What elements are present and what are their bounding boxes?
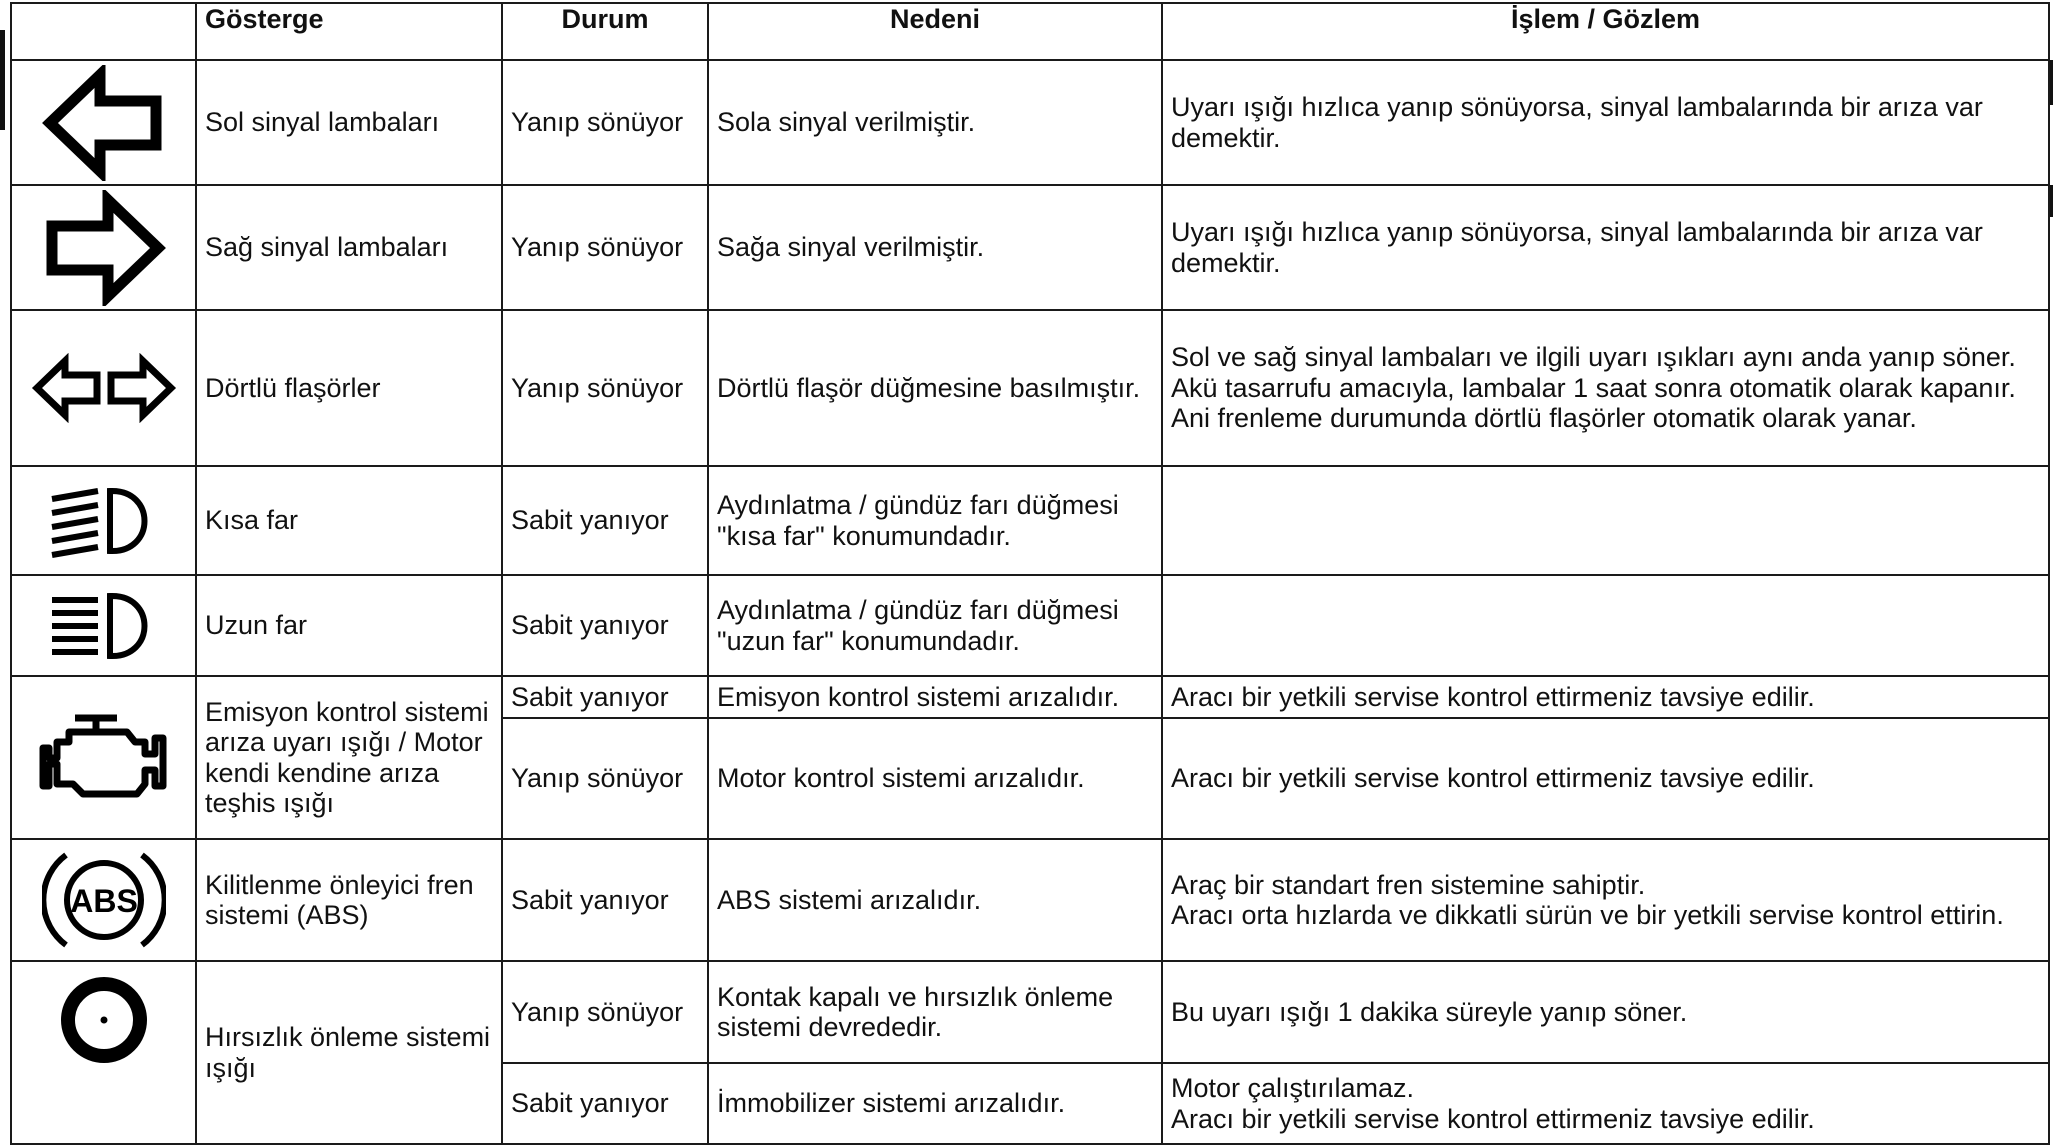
table-row bbox=[11, 185, 2049, 310]
icon-cell bbox=[11, 466, 196, 575]
gosterge-cell: Kısa far bbox=[196, 466, 502, 575]
table-row bbox=[11, 466, 2049, 575]
header-gosterge: Gösterge bbox=[196, 3, 502, 60]
icon-cell bbox=[11, 185, 196, 310]
gosterge-cell: Kilitlenme önleyici fren sistemi (ABS) bbox=[196, 839, 502, 961]
gosterge-cell: Sağ sinyal lambaları bbox=[196, 185, 502, 310]
islem-cell: Uyarı ışığı hızlıca yanıp sönüyorsa, sinyal lambalarında bir arıza var demektir. bbox=[1162, 185, 2049, 310]
gosterge-cell: Uzun far bbox=[196, 575, 502, 676]
nedeni-cell: Dörtlü flaşör düğmesine basılmıştır. bbox=[708, 310, 1162, 466]
header-durum: Durum bbox=[502, 3, 708, 60]
icon-cell bbox=[11, 839, 196, 961]
islem-cell: Aracı bir yetkili servise kontrol ettirmeniz tavsiye edilir. bbox=[1162, 676, 2049, 718]
nedeni-cell: ABS sistemi arızalıdır. bbox=[708, 839, 1162, 961]
durum-cell: Sabit yanıyor bbox=[502, 1063, 708, 1144]
nedeni-cell: Sağa sinyal verilmiştir. bbox=[708, 185, 1162, 310]
table-row bbox=[11, 961, 2049, 1063]
durum-cell: Sabit yanıyor bbox=[502, 676, 708, 718]
durum-cell: Yanıp sönüyor bbox=[502, 185, 708, 310]
islem-cell: Uyarı ışığı hızlıca yanıp sönüyorsa, sinyal lambalarında bir arıza var demektir. bbox=[1162, 60, 2049, 185]
islem-cell: Bu uyarı ışığı 1 dakika süreyle yanıp söner. bbox=[1162, 961, 2049, 1063]
islem-cell: Sol ve sağ sinyal lambaları ve ilgili uyarı ışıkları aynı anda yanıp söner. Akü tasarrufu amacıyla, lambalar 1 saat sonra otomatik olarak kapanır. Ani frenleme durumunda dörtlü flaşörler otomatik olarak yanar. bbox=[1162, 310, 2049, 466]
gosterge-cell: Emisyon kontrol sistemi arıza uyarı ışığı / Motor kendi kendine arıza teşhis ışığı bbox=[196, 676, 502, 839]
abs-icon-text: ABS bbox=[69, 883, 138, 919]
islem-cell: Araç bir standart fren sistemine sahiptir. Aracı orta hızlarda ve dikkatli sürün ve bir yetkili servise kontrol ettirin. bbox=[1162, 839, 2049, 961]
hazard-arrows-icon bbox=[12, 353, 195, 423]
durum-cell: Yanıp sönüyor bbox=[502, 60, 708, 185]
nedeni-cell: İmmobilizer sistemi arızalıdır. bbox=[708, 1063, 1162, 1144]
durum-cell: Sabit yanıyor bbox=[502, 466, 708, 575]
table-row bbox=[11, 60, 2049, 185]
header-islem: İşlem / Gözlem bbox=[1162, 3, 2049, 60]
engine-check-icon bbox=[12, 710, 195, 806]
nedeni-cell: Emisyon kontrol sistemi arızalıdır. bbox=[708, 676, 1162, 718]
immobilizer-icon bbox=[12, 972, 195, 1068]
icon-cell bbox=[11, 676, 196, 839]
durum-cell: Yanıp sönüyor bbox=[502, 718, 708, 839]
left-margin-bar bbox=[0, 30, 5, 130]
islem-cell: Motor çalıştırılamaz. Aracı bir yetkili servise kontrol ettirmeniz tavsiye edilir. bbox=[1162, 1063, 2049, 1144]
nedeni-cell: Sola sinyal verilmiştir. bbox=[708, 60, 1162, 185]
table-row bbox=[11, 575, 2049, 676]
islem-cell: Aracı bir yetkili servise kontrol ettirmeniz tavsiye edilir. bbox=[1162, 718, 2049, 839]
durum-cell: Yanıp sönüyor bbox=[502, 961, 708, 1063]
table-row bbox=[11, 676, 2049, 718]
islem-cell bbox=[1162, 575, 2049, 676]
islem-cell bbox=[1162, 466, 2049, 575]
low-beam-icon bbox=[12, 481, 195, 561]
header-icon-column bbox=[11, 3, 196, 60]
right-margin-tick bbox=[2050, 185, 2053, 217]
icon-cell bbox=[11, 60, 196, 185]
high-beam-icon bbox=[12, 588, 195, 664]
durum-cell: Sabit yanıyor bbox=[502, 575, 708, 676]
table-row bbox=[11, 839, 2049, 961]
nedeni-cell: Kontak kapalı ve hırsızlık önleme sistemi devrededir. bbox=[708, 961, 1162, 1063]
nedeni-cell: Aydınlatma / gündüz farı düğmesi "uzun far" konumundadır. bbox=[708, 575, 1162, 676]
right-margin-tick bbox=[2050, 60, 2053, 105]
abs-icon bbox=[12, 845, 195, 955]
nedeni-cell: Aydınlatma / gündüz farı düğmesi "kısa far" konumundadır. bbox=[708, 466, 1162, 575]
left-arrow-icon bbox=[12, 65, 195, 181]
gosterge-cell: Hırsızlık önleme sistemi ışığı bbox=[196, 961, 502, 1144]
gosterge-cell: Sol sinyal lambaları bbox=[196, 60, 502, 185]
right-arrow-icon bbox=[12, 190, 195, 306]
header-nedeni: Nedeni bbox=[708, 3, 1162, 60]
icon-cell bbox=[11, 310, 196, 466]
durum-cell: Yanıp sönüyor bbox=[502, 310, 708, 466]
indicator-table bbox=[10, 2, 2050, 1145]
gosterge-cell: Dörtlü flaşörler bbox=[196, 310, 502, 466]
table-header-row bbox=[11, 3, 2049, 60]
nedeni-cell: Motor kontrol sistemi arızalıdır. bbox=[708, 718, 1162, 839]
durum-cell: Sabit yanıyor bbox=[502, 839, 708, 961]
icon-cell bbox=[11, 961, 196, 1144]
icon-cell bbox=[11, 575, 196, 676]
table-row bbox=[11, 310, 2049, 466]
